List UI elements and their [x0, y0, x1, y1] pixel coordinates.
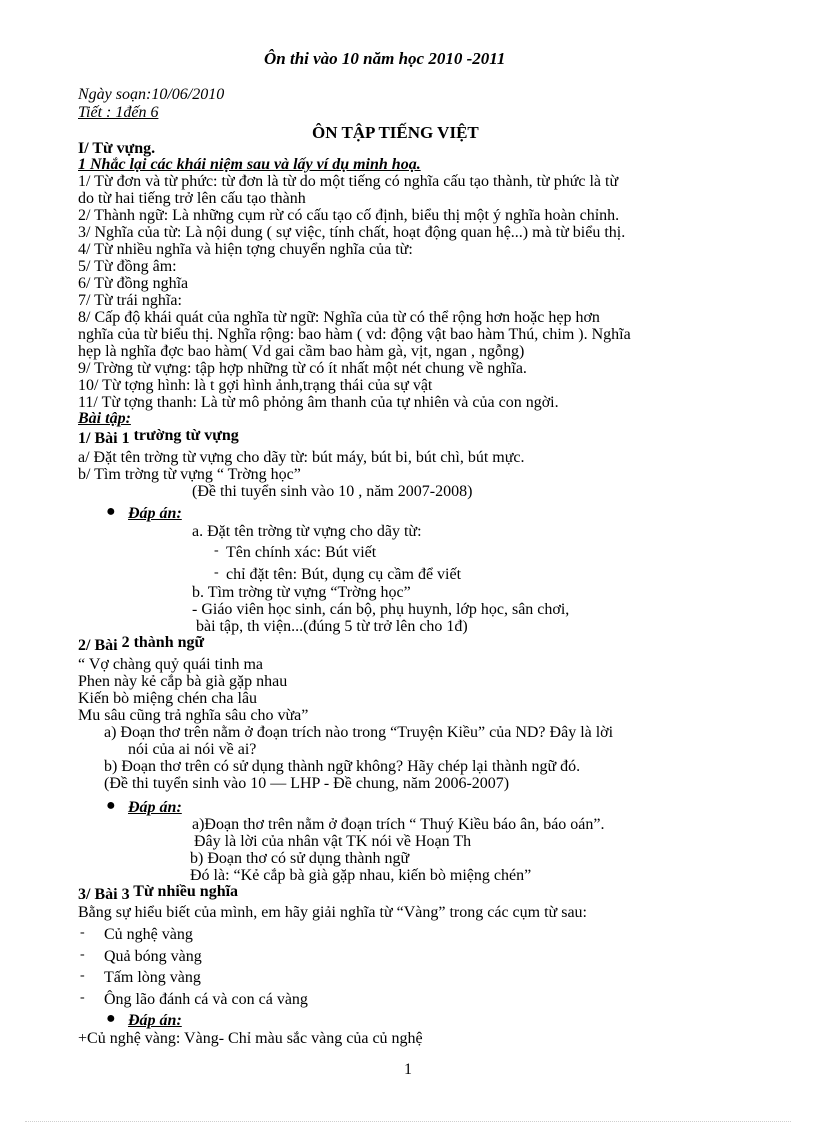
concept-line: 6/ Từ đồng nghĩa	[78, 275, 189, 292]
answer-line: bài tập, th viện...(đúng 5 từ trở lên cho 1đ)	[196, 618, 468, 635]
answer-line: a)Đoạn thơ trên nằm ở đoạn trích “ Thuý Kiều báo ân, báo oán”.	[192, 816, 605, 833]
bullet-icon: ●	[106, 797, 116, 814]
answer-line: chỉ đặt tên: Bút, dụng cụ cầm để viết	[226, 566, 462, 583]
exercise-1-question-b: b/ Tìm trờng từ vựng “ Trờng học”	[78, 466, 301, 483]
answer-line: b. Tìm trờng từ vựng “Trờng học”	[192, 584, 411, 601]
dash-icon: -	[214, 565, 219, 580]
exercise-number	[78, 427, 239, 447]
list-item: Củ nghệ vàng	[104, 926, 193, 943]
answer-line: Đó là: “Kẻ cắp bà già gặp nhau, kiến bò miệng chén”	[190, 867, 532, 884]
concept-line: nghĩa của từ biểu thị. Nghĩa rộng: bao hàm ( vd: động vật bao hàm Thú, chim ). Nghĩa	[78, 326, 631, 343]
concept-line: do từ hai tiếng trở lên cấu tạo thành	[78, 190, 306, 207]
poem-line: “ Vợ chàng quỷ quái tinh ma	[78, 656, 264, 673]
answer-label: Đáp án:	[128, 799, 182, 816]
exam-title: Ôn thi vào 10 năm học 2010 -2011	[264, 49, 506, 68]
answer-line: - Giáo viên học sinh, cán bộ, phụ huynh, lớp học, sân chơi,	[192, 601, 570, 618]
exercise-2-title: 2 thành ngữ	[121, 634, 205, 651]
page-number: 1	[404, 1061, 412, 1078]
concept-line: 9/ Trờng từ vựng: tập hợp những từ có ít nhất một nét chung về nghĩa.	[78, 360, 527, 377]
bullet-icon: ●	[106, 503, 116, 520]
exercise-1-source: (Đề thi tuyển sinh vào 10 , năm 2007-2008)	[192, 483, 473, 500]
date-prepared: Ngày soạn:10/06/2010	[78, 86, 225, 103]
concept-line: 7/ Từ trái nghĩa:	[78, 292, 182, 309]
period-info: Tiết : 1đến 6	[78, 104, 159, 121]
exercise-3-prompt: Bằng sự hiểu biết của mình, em hãy giải nghĩa từ “Vàng” trong các cụm từ sau:	[78, 904, 587, 921]
answer-line: +Củ nghệ vàng: Vàng- Chỉ màu sắc vàng của củ nghệ	[78, 1030, 423, 1047]
section-title: I/ Từ vựng.	[78, 140, 156, 157]
list-item: Ông lão đánh cá và con cá vàng	[104, 991, 308, 1008]
dash-icon: -	[80, 947, 85, 962]
exercise-label: Bài tập:	[78, 410, 131, 427]
exercise-3-number: 3/ Bài 3	[78, 886, 130, 903]
answer-label: Đáp án:	[128, 1012, 182, 1029]
dash-icon: -	[214, 543, 219, 558]
answer-line: Đây là lời của nhân vật TK nói về Hoạn Th	[194, 833, 472, 850]
dash-icon: -	[80, 968, 85, 983]
poem-line: Phen này kẻ cắp bà già gặp nhau	[78, 673, 288, 690]
concept-line: 5/ Từ đồng âm:	[78, 258, 177, 275]
dash-icon: -	[80, 925, 85, 940]
exercise-number	[78, 634, 205, 654]
exercise-1-title: trường từ vựng	[133, 427, 239, 444]
concept-line: 2/ Thành ngữ: Là những cụm rừ có cấu tạo cố định, biểu thị một ý nghĩa hoàn chỉnh.	[78, 207, 620, 224]
poem-line: Kiến bò miệng chén cha lâu	[78, 690, 258, 707]
concept-line: 1/ Từ đơn và từ phức: từ đơn là từ do một tiếng có nghĩa cấu tạo thành, từ phức là từ	[78, 173, 619, 190]
concept-line: 10/ Từ tợng hình: là t gợi hình ảnh,trạng thái của sự vật	[78, 377, 433, 394]
exercise-2-number: 2/ Bài	[78, 637, 118, 654]
question-line: nói của ai nói về ai?	[128, 741, 257, 758]
list-item: Quả bóng vàng	[104, 948, 202, 965]
concept-line: 3/ Nghĩa của từ: Là nội dung ( sự việc, tính chất, hoạt động quan hệ...) mà từ biểu thị.	[78, 224, 626, 241]
exercise-2-source: (Đề thi tuyển sinh vào 10 — LHP - Đề chung, năm 2006-2007)	[104, 775, 510, 792]
poem-line: Mu sâu cũng trả nghĩa sâu cho vừa”	[78, 707, 309, 724]
dash-icon: -	[80, 990, 85, 1005]
concept-line: 8/ Cấp độ khái quát của nghĩa từ ngữ: Nghĩa của từ có thể rộng hơn hoặc hẹp hơn	[78, 309, 600, 326]
question-line: b) Đoạn thơ trên có sử dụng thành ngữ không? Hãy chép lại thành ngữ đó.	[104, 758, 581, 775]
concept-line: 11/ Từ tợng thanh: Là từ mô phỏng âm thanh của tự nhiên và của con ngời.	[78, 394, 559, 411]
exercise-1-number: 1/ Bài 1	[78, 430, 130, 447]
bullet-icon: ●	[106, 1010, 116, 1027]
list-item: Tấm lòng vàng	[104, 969, 201, 986]
exercise-number	[78, 883, 239, 903]
section-subtitle: 1 Nhắc lại các khái niệm sau và lấy ví dụ minh hoạ.	[78, 156, 421, 173]
exercise-3-title: Từ nhiều nghĩa	[133, 883, 239, 900]
answer-line: Tên chính xác: Bút viết	[226, 544, 377, 561]
concept-line: 4/ Từ nhiều nghĩa và hiện tợng chuyển nghĩa của từ:	[78, 241, 413, 258]
question-line: a) Đoạn thơ trên nằm ở đoạn trích nào trong “Truyện Kiều” của ND? Đây là lời	[104, 724, 614, 741]
answer-line: b) Đoạn thơ có sử dụng thành ngữ	[190, 850, 410, 867]
concept-line: hẹp là nghĩa đợc bao hàm( Vd gai cầm bao hàm gà, vịt, ngan , ngỗng)	[78, 343, 525, 360]
main-title: ÔN TẬP TIẾNG VIỆT	[312, 123, 479, 142]
page-separator	[25, 1121, 791, 1122]
answer-label: Đáp án:	[128, 505, 182, 522]
exercise-1-question-a: a/ Đặt tên trờng từ vựng cho dãy từ: bút máy, bút bi, bút chì, bút mực.	[78, 449, 525, 466]
answer-line: a. Đặt tên trờng từ vựng cho dãy từ:	[192, 523, 422, 540]
